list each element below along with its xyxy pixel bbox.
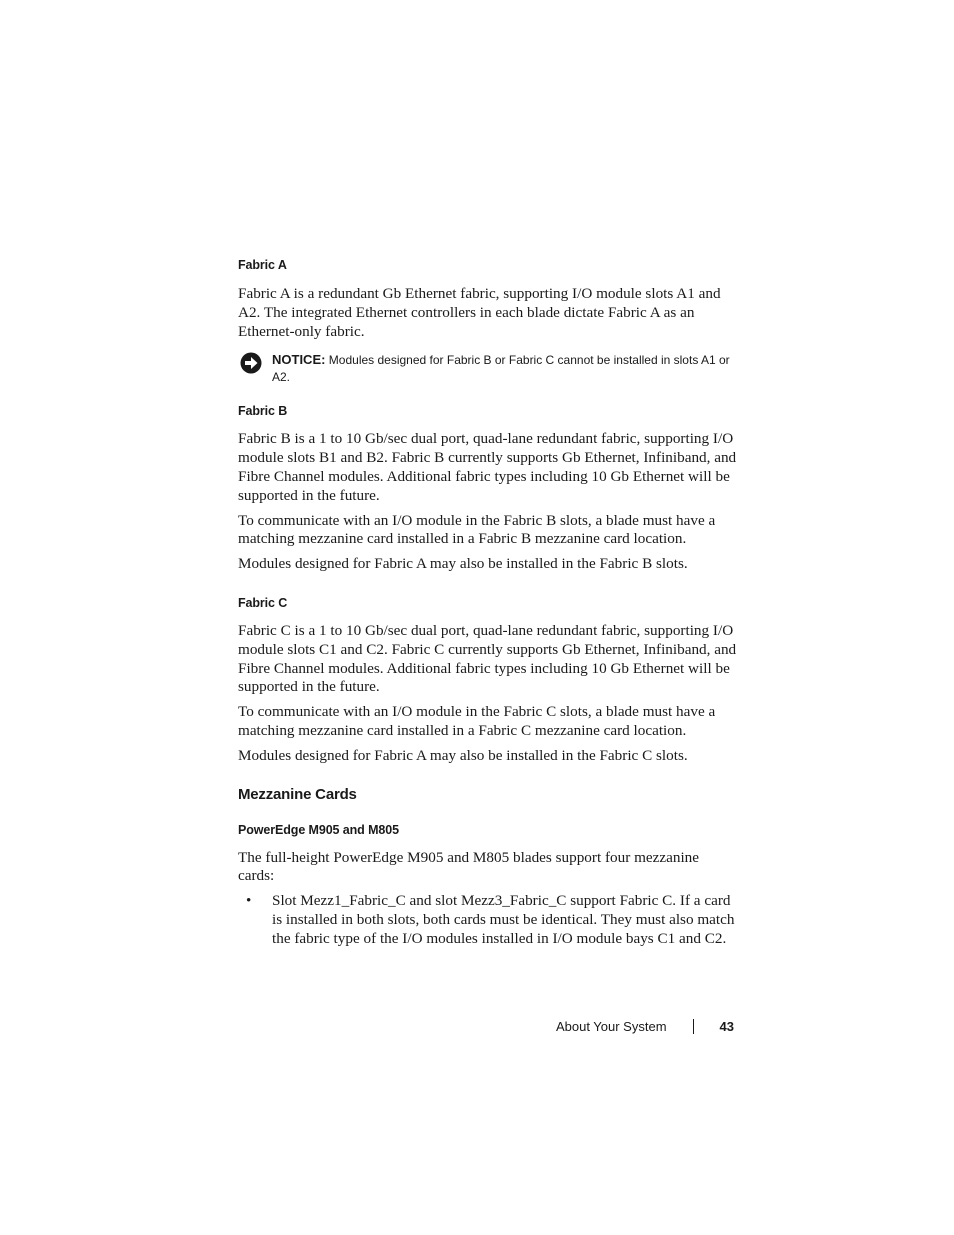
list-item bbox=[238, 892, 738, 948]
paragraph-fabric-c-3: Modules designed for Fabric A may also be installed in the Fabric C slots. bbox=[238, 746, 688, 764]
paragraph-mezzanine: The full-height PowerEdge M905 and M805 blades support four mezzanine cards: bbox=[238, 848, 699, 885]
notice-box bbox=[238, 351, 738, 386]
paragraph-fabric-c-2: To communicate with an I/O module in the Fabric C slots, a blade must have a matching mezzanine card installed in a Fabric C mezzanine card location. bbox=[238, 703, 716, 739]
footer-section-title: About Your System bbox=[555, 1019, 667, 1034]
footer-divider bbox=[693, 1019, 694, 1034]
heading-fabric-b: Fabric B bbox=[238, 404, 288, 419]
paragraph-fabric-a: Fabric A is a redundant Gb Ethernet fabric, supporting I/O module slots A1 and A2. The integrated Ethernet controllers in each blade dictate Fabric A as an Ethernet-only fabric. bbox=[238, 285, 721, 340]
bullet-list bbox=[238, 892, 738, 948]
page-content bbox=[238, 258, 738, 949]
page-footer bbox=[556, 1019, 734, 1034]
paragraph-fabric-b-3: Modules designed for Fabric A may also be installed in the Fabric B slots. bbox=[238, 555, 688, 573]
heading-fabric-a: Fabric A bbox=[238, 258, 287, 272]
list-item-text: Slot Mezz1_Fabric_C and slot Mezz3_Fabric_C support Fabric C. If a card is installed in both slots, both cards must be identical. They must also match the fabric type of the I/O modules installed in I/O module bays C1 and C2. bbox=[272, 892, 735, 947]
paragraph-fabric-c-1: Fabric C is a 1 to 10 Gb/sec dual port, quad-lane redundant fabric, supporting I/O module slots C1 and C2. Fabric C currently supports Gb Ethernet, Infiniband, and Fibre Channel modules. Additional fabric types including 10 Gb Ethernet will be supported in the future. bbox=[238, 621, 737, 696]
paragraph-fabric-b-2: To communicate with an I/O module in the Fabric B slots, a blade must have a matching mezzanine card installed in a Fabric B mezzanine card location. bbox=[238, 511, 716, 548]
notice-arrow-icon bbox=[240, 352, 262, 374]
heading-fabric-c: Fabric C bbox=[238, 595, 288, 610]
paragraph-fabric-b-1: Fabric B is a 1 to 10 Gb/sec dual port, quad-lane redundant fabric, supporting I/O module slots B1 and B2. Fabric B currently supports Gb Ethernet, Infiniband, and Fibre Channel modules. Additional fabric types including 10 Gb Ethernet will be supported in the future. bbox=[238, 430, 737, 504]
notice-label: NOTICE: bbox=[272, 352, 326, 368]
notice-text: Modules designed for Fabric B or Fabric C cannot be installed in slots A1 or A2. bbox=[272, 353, 730, 385]
bullet-mark: • bbox=[246, 892, 252, 910]
page-number: 43 bbox=[719, 1019, 734, 1034]
heading-mezzanine-cards: Mezzanine Cards bbox=[238, 785, 357, 803]
subheading-poweredge: PowerEdge M905 and M805 bbox=[238, 822, 399, 837]
